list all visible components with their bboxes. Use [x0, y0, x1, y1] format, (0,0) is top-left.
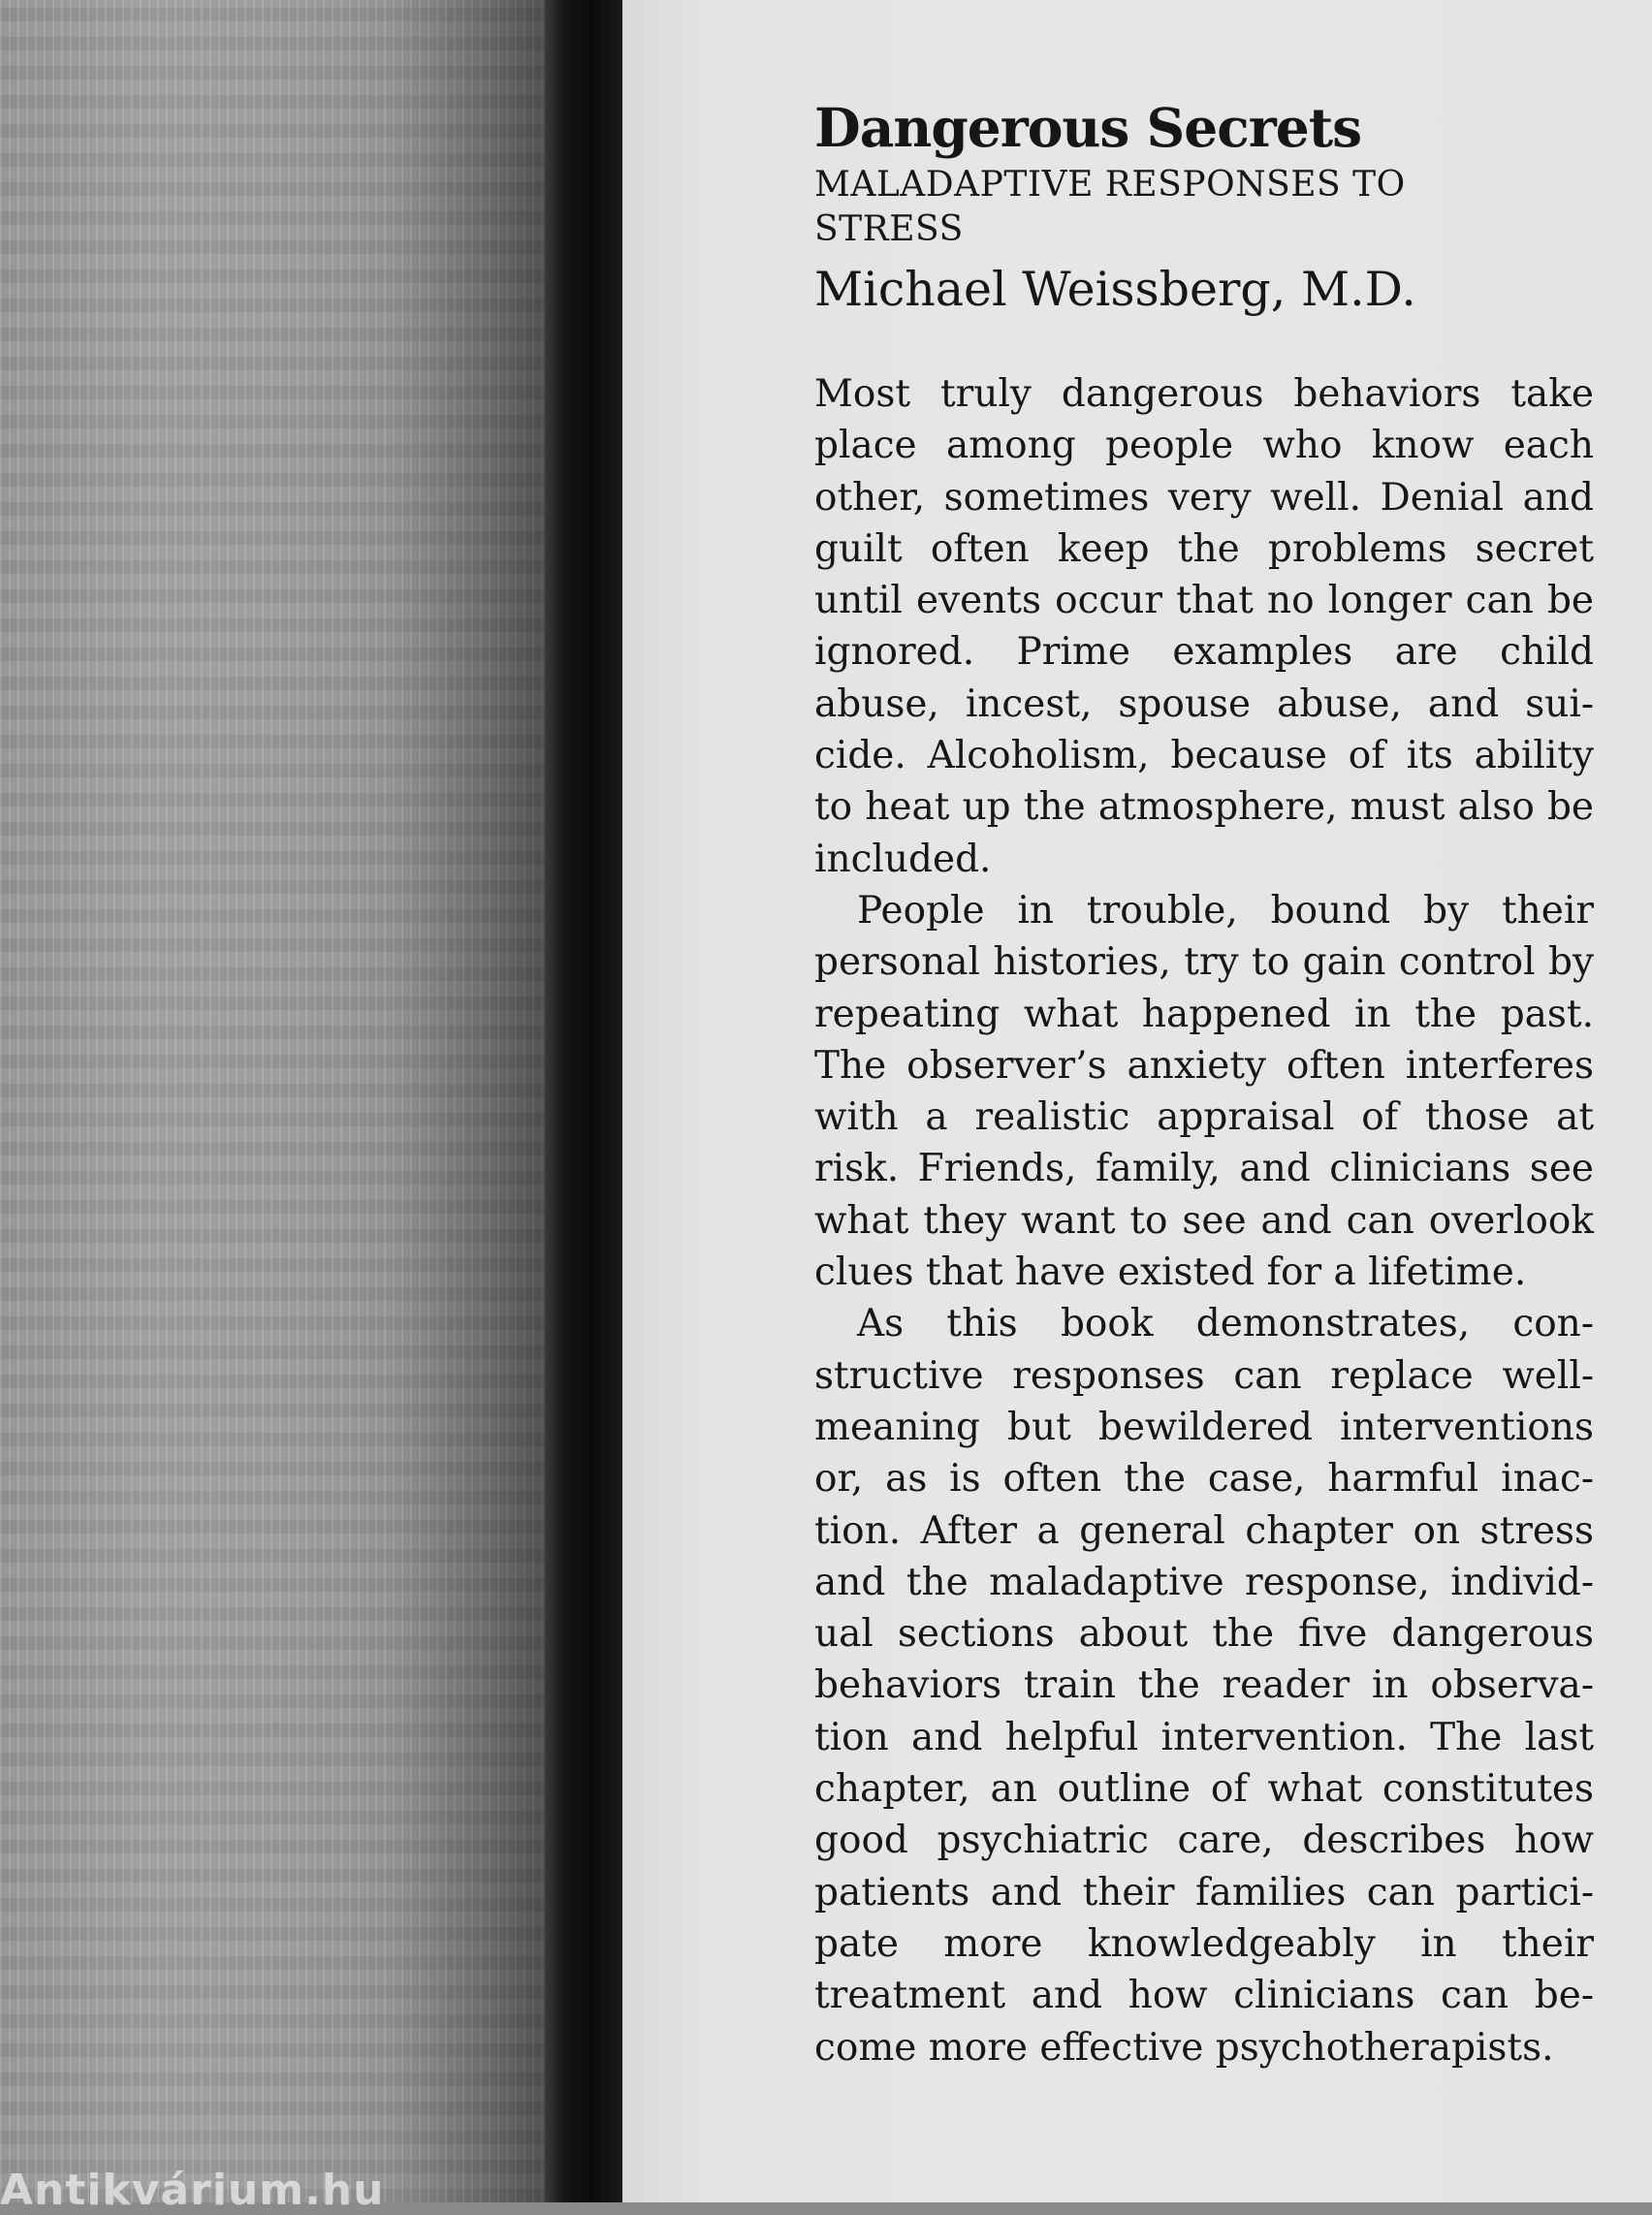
book-subtitle: MALADAPTIVE RESPONSES TO STRESS — [814, 165, 1406, 249]
left-page — [0, 0, 545, 2215]
book-spine — [545, 0, 622, 2202]
paragraph-3: As this book demonstrates, constructive responses can replace well-meaning but bewildered interventions or, as is often the case, harmful inaction. After a general chapter on stress and the maladaptive response, individual sections about the five dangerous behaviors train the reader in observation and helpful intervention. The last chapter, an outline of what constitutes good psychiatric care, describes how patients and their families can participate more knowledgeably in their treatment and how clinicians can become more effective psychotherapists. — [814, 1302, 1594, 2070]
book-author: Michael Weissberg, M.D. — [814, 262, 1416, 317]
book-title: Dangerous Secrets — [814, 96, 1362, 159]
jacket-flap-text — [814, 97, 1594, 2073]
description-body — [814, 368, 1594, 2073]
page-shadow — [388, 0, 545, 2202]
watermark: Antikvárium.hu — [0, 2166, 385, 2215]
paragraph-1: Most truly dangerous behaviors take place among people who know each other, sometimes very well. Denial and guilt often keep the problems secret until events occur that no longer can be ignored. Prime examples are child abuse, incest, spouse abuse, and suicide. Alcoholism, because of its ability to heat up the atmosphere, must also be included. — [814, 372, 1594, 881]
paragraph-2: People in trouble, bound by their personal histories, try to gain control by repeating what happened in the past. The observer’s anxiety often interferes with a realistic appraisal of those at risk. Friends, family, and clinicians see what they want to see and can overlook clues that have existed for a lifetime. — [814, 888, 1594, 1295]
